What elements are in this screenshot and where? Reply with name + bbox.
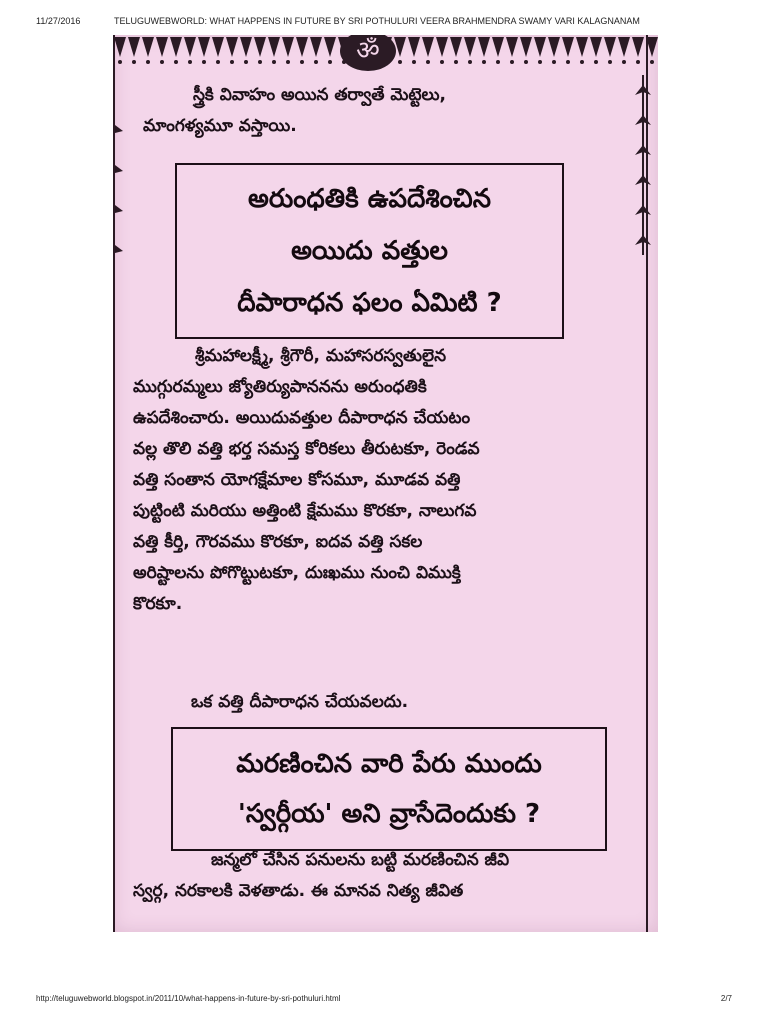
text-line: మాంగళ్యమూ వస్తాయి. xyxy=(143,116,297,136)
text-line: జన్మలో చేసిన పనులను బట్టి మరణించిన జీవి xyxy=(211,850,510,870)
text-line: అరిష్టాలను పోగొట్టుటకూ, దుఃఖము నుంచి విముక్తి xyxy=(133,563,461,583)
newspaper-clipping xyxy=(113,35,658,932)
print-page-title: TELUGUWEBWORLD: WHAT HAPPENS IN FUTURE BY SRI POTHULURI VEERA BRAHMENDRA SWAMY VARI KALAGNANAM xyxy=(114,16,640,26)
heading-box-swargiya xyxy=(171,727,607,851)
text-line: వల్ల తొలి వత్తి భర్త సమస్త కోరికలు తీరుటకూ, రెండవ xyxy=(133,439,480,459)
page-number: 2/7 xyxy=(720,994,732,1003)
paragraph-swargiya xyxy=(133,845,618,907)
heading-line: 'స్వర్గీయ' అని వ్రాసేదెందుకు ? xyxy=(237,799,541,829)
text-line: ముగ్గురమ్మలు జ్యోతిర్యుపాననను అరుంధతికి xyxy=(133,377,427,397)
print-footer xyxy=(36,994,732,1008)
intro-paragraph xyxy=(143,80,613,142)
text-line: స్వర్గ, నరకాలకి వెళతాడు. ఈ మానవ నిత్య జీవిత xyxy=(133,881,464,901)
text-line: శ్రీమహాలక్ష్మీ, శ్రీగౌరీ, మహాసరస్వతులైన xyxy=(195,346,447,366)
print-header xyxy=(36,16,732,30)
heading-line: అరుంధతికి ఉపదేశించిన xyxy=(248,184,491,214)
text-line: కొరకూ. xyxy=(133,594,183,614)
source-url-link[interactable]: http://teluguwebworld.blogspot.in/2011/10/what-happens-in-future-by-sri-pothuluri.html xyxy=(36,994,341,1003)
print-date: 11/27/2016 xyxy=(36,16,81,26)
heading-line: అయిదు వత్తుల xyxy=(291,236,448,266)
decorative-left-ticks xyxy=(115,125,125,265)
text-line: పుట్టింటి మరియు అత్తింటి క్షేమము కొరకూ, నాలుగవ xyxy=(133,501,477,521)
heading-line: మరణించిన వారి పేరు ముందు xyxy=(236,749,542,779)
paragraph-five-wicks xyxy=(133,341,618,620)
heading-line: దీపారాధన ఫలం ఏమిటి ? xyxy=(237,288,502,318)
text-line: ఉపదేశించారు. అయిదువత్తుల దీపారాధన చేయటం xyxy=(133,408,471,428)
text-line: వత్తి సంతాన యోగక్షేమాల కోసమూ, మూడవ వత్తి xyxy=(133,470,461,490)
paragraph-one-wick: ఒక వత్తి దీపారాధన చేయవలదు. xyxy=(191,692,409,712)
om-symbol-icon: ॐ xyxy=(340,35,396,71)
text-line: స్త్రీకి వివాహం అయిన తర్వాతే మెట్టెలు, xyxy=(193,85,446,105)
text-line: వత్తి కీర్తి, గౌరవము కొరకూ, ఐదవ వత్తి సకల xyxy=(133,532,423,552)
heading-box-arundhati xyxy=(175,163,564,339)
decorative-side-vine-icon xyxy=(628,75,658,255)
